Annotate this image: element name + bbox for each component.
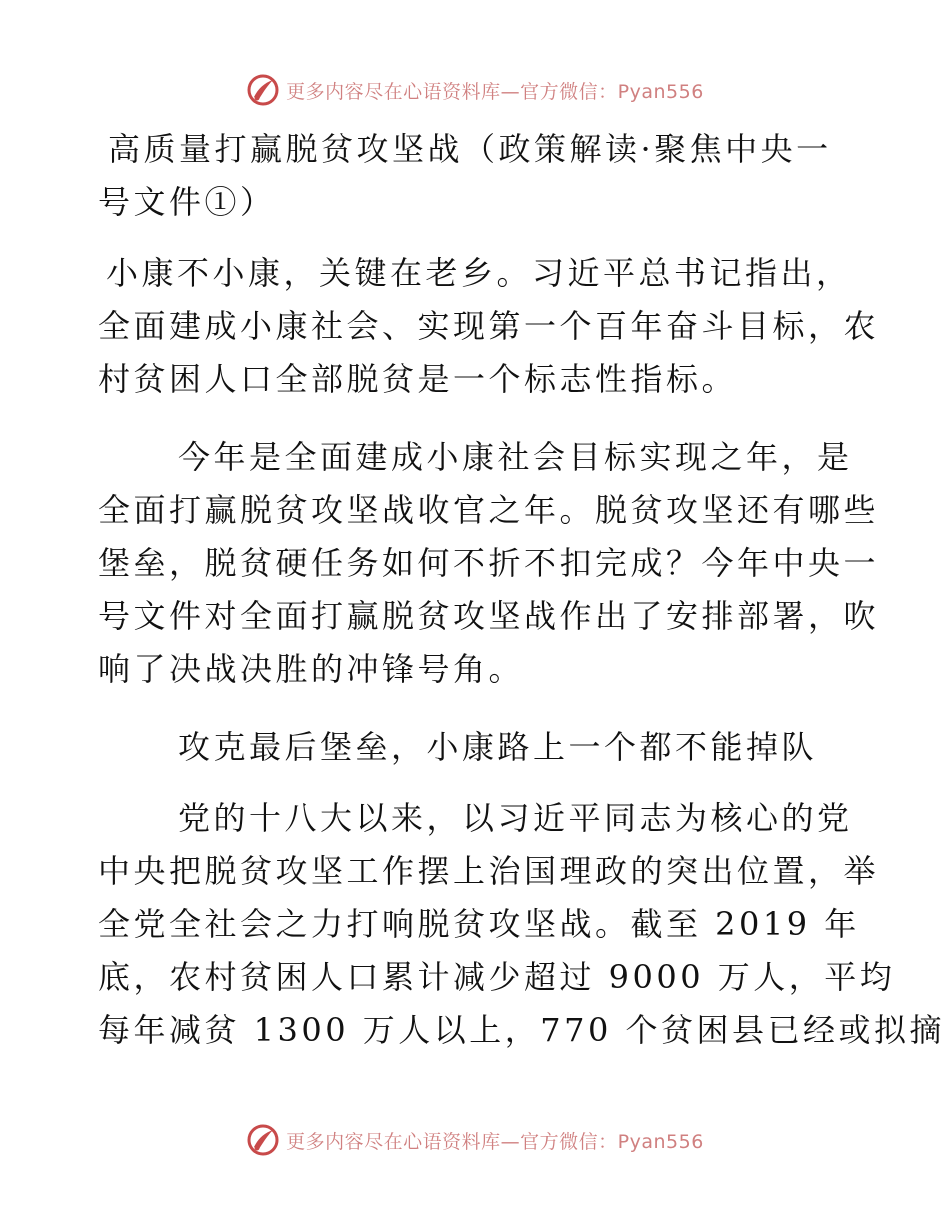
paragraph-line: 堡垒，脱贫硬任务如何不折不扣完成？今年中央一 bbox=[98, 544, 880, 582]
paragraph-line: 中央把脱贫攻坚工作摆上治国理政的突出位置，举 bbox=[98, 852, 880, 890]
title-line: 号文件①） bbox=[98, 183, 276, 221]
paragraph-line: 今年是全面建成小康社会目标实现之年，是 bbox=[178, 438, 853, 476]
brush-logo-icon bbox=[246, 1123, 280, 1157]
section-subheading bbox=[98, 721, 850, 774]
watermark-banner-bottom bbox=[0, 1120, 950, 1160]
paragraph-1 bbox=[98, 431, 880, 696]
paragraph-line: 每年减贫 1300 万人以上，770 个贫困县已经或拟摘 bbox=[98, 1011, 946, 1049]
watermark-banner-top bbox=[0, 70, 950, 110]
watermark-text: 更多内容尽在心语资料库—官方微信：Pyan556 bbox=[286, 80, 704, 103]
paragraph-line: 村贫困人口全部脱贫是一个标志性指标。 bbox=[98, 360, 738, 398]
paragraph-line: 全面打赢脱贫攻坚战收官之年。脱贫攻坚还有哪些 bbox=[98, 491, 880, 529]
document-body bbox=[98, 123, 946, 1057]
paragraph-line: 小康不小康，关键在老乡。习近平总书记指出， bbox=[106, 254, 852, 292]
paragraph-line: 底，农村贫困人口累计减少超过 9000 万人，平均 bbox=[98, 958, 896, 996]
watermark-text: 更多内容尽在心语资料库—官方微信：Pyan556 bbox=[286, 1130, 704, 1153]
document-title bbox=[98, 123, 850, 229]
brush-logo-icon bbox=[246, 73, 280, 107]
subheading-line: 攻克最后堡垒，小康路上一个都不能掉队 bbox=[178, 728, 818, 766]
paragraph-line: 号文件对全面打赢脱贫攻坚战作出了安排部署，吹 bbox=[98, 597, 880, 635]
paragraph-2 bbox=[98, 792, 946, 1057]
paragraph-line: 党的十八大以来，以习近平同志为核心的党 bbox=[178, 799, 853, 837]
title-line: 高质量打赢脱贫攻坚战（政策解读·聚焦中央一 bbox=[108, 130, 832, 168]
paragraph-line: 全党全社会之力打响脱贫攻坚战。截至 2019 年 bbox=[98, 905, 860, 943]
paragraph-line: 全面建成小康社会、实现第一个百年奋斗目标，农 bbox=[98, 307, 880, 345]
intro-paragraph bbox=[98, 247, 880, 406]
paragraph-line: 响了决战决胜的冲锋号角。 bbox=[98, 650, 525, 688]
